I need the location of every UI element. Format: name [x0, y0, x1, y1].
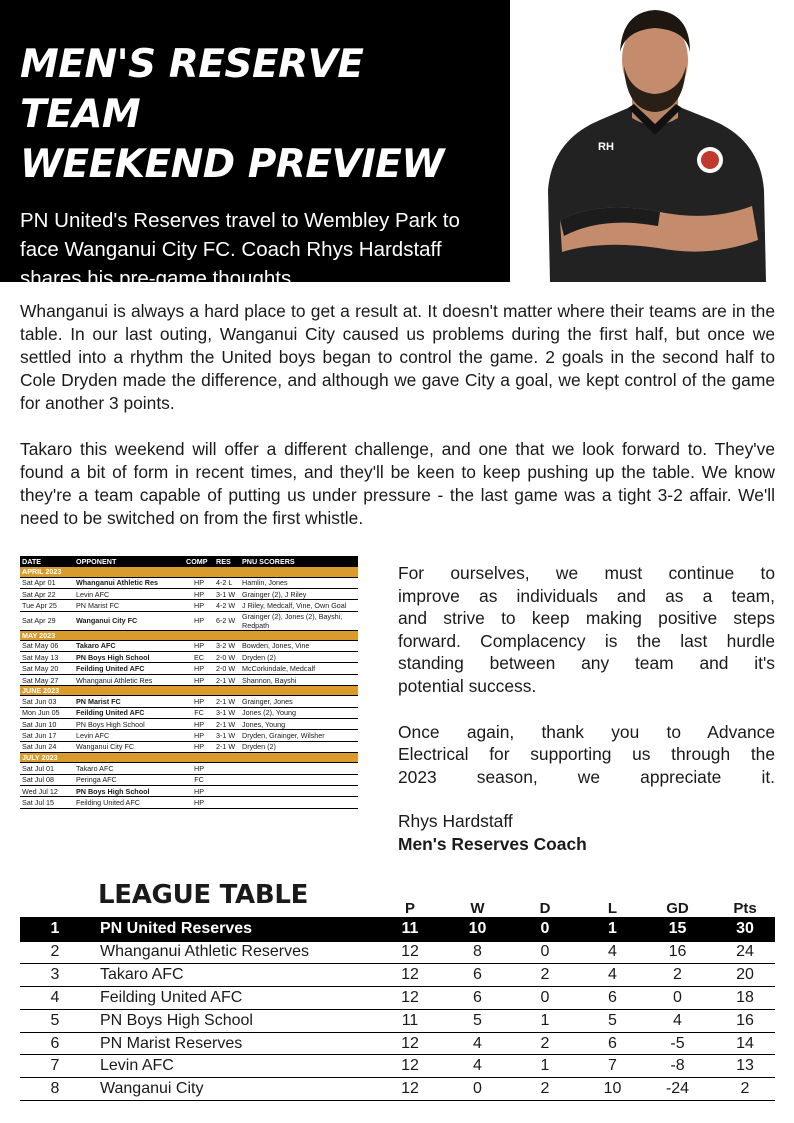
fixture-opponent: Takaro AFC [74, 640, 184, 651]
league-w: 6 [450, 987, 505, 1010]
league-d: 0 [505, 917, 585, 941]
league-pos: 1 [20, 917, 90, 941]
league-table-title: LEAGUE TABLE [98, 880, 309, 910]
league-l: 7 [585, 1055, 640, 1078]
fixture-scorers: Grainger (2), J Riley [240, 588, 358, 599]
fixture-scorers: Shannon, Bayshi [240, 674, 358, 685]
league-gd: 2 [640, 964, 715, 987]
intro-paragraph-2: Takaro this weekend will offer a different challenge, and one that we look forward to. They've found a bit of form in recent times, and they'll be keen to keep pushing up the table. We know they're a team capable of putting us under pressure - the last game was a tight 3-2 affair. We'll need to be switched on from the first whistle. [20, 439, 775, 528]
closing-text [398, 562, 775, 856]
league-team: Takaro AFC [90, 964, 370, 987]
fixture-comp: HP [184, 797, 214, 808]
month-label: APRIL 2023 [20, 567, 358, 577]
fixture-row [20, 640, 358, 651]
league-row [20, 917, 775, 941]
month-label: JUNE 2023 [20, 686, 358, 696]
fixture-opponent: PN Marist FC [74, 600, 184, 611]
league-pts: 30 [715, 917, 775, 941]
fixture-comp: HP [184, 663, 214, 674]
fixture-opponent: PN Boys High School [74, 652, 184, 663]
league-gd: -24 [640, 1078, 715, 1101]
fixture-row [20, 741, 358, 752]
league-w: 0 [450, 1078, 505, 1101]
fixture-date: Sat Apr 22 [20, 588, 74, 599]
league-p: 11 [370, 1009, 450, 1032]
fixture-row [20, 785, 358, 796]
title-line-2: WEEKEND PREVIEW [20, 142, 444, 187]
fixture-result: 3-1 W [214, 707, 240, 718]
fixture-comp: HP [184, 588, 214, 599]
fixture-row [20, 674, 358, 685]
closing-line: forward. Complacency is the last hurdle [398, 630, 775, 651]
league-gd: 4 [640, 1009, 715, 1032]
league-w: 6 [450, 964, 505, 987]
fixtures-month-row [20, 630, 358, 640]
closing-line: potential success. [398, 675, 537, 696]
intro-paragraph-1: Whanganui is always a hard place to get a result at. It doesn't matter where their teams are in the table. In our last outing, Wanganui City caused us problems during the first half, but once we settled into a rhythm the United boys began to control the game. 2 goals in the second half to Cole Dryden made the difference, and although we gave City a goal, we kept control of the game for another 3 points. [20, 301, 775, 413]
month-label: MAY 2023 [20, 630, 358, 640]
fixture-comp: HP [184, 763, 214, 774]
fixture-result: 2-1 W [214, 741, 240, 752]
fixture-scorers: Hamlin, Jones [240, 577, 358, 588]
league-l: 10 [585, 1078, 640, 1101]
thanks-line: Once again, thank you to Advance [398, 721, 775, 742]
fixture-result [214, 763, 240, 774]
league-pos: 8 [20, 1078, 90, 1101]
fixture-scorers: J Riley, Medcalf, Vine, Own Goal [240, 600, 358, 611]
fixture-opponent: Peringa AFC [74, 774, 184, 785]
fixture-row [20, 577, 358, 588]
league-team: Whanganui Athletic Reserves [90, 941, 370, 964]
league-header-row [20, 895, 775, 917]
league-pts: 16 [715, 1009, 775, 1032]
shirt-shape [548, 108, 766, 282]
page-title [20, 40, 490, 190]
fixtures-month-row [20, 753, 358, 763]
header-banner [0, 0, 510, 290]
league-l: 4 [585, 964, 640, 987]
league-d: 0 [505, 941, 585, 964]
fixture-row [20, 797, 358, 808]
fixture-row [20, 719, 358, 730]
fixture-row [20, 730, 358, 741]
league-l: 6 [585, 1032, 640, 1055]
fixture-result: 3-2 W [214, 640, 240, 651]
league-header-p: P [404, 900, 415, 917]
shirt-initials: RH [598, 141, 614, 153]
fixture-scorers: Grainger (2), Jones (2), Bayshi, Redpath [240, 611, 358, 630]
fixture-scorers [240, 763, 358, 774]
fixtures-header-opponent: OPPONENT [74, 556, 184, 567]
league-row [20, 1078, 775, 1101]
fixture-comp: HP [184, 611, 214, 630]
league-header-w: W [470, 900, 485, 917]
fixtures-month-row [20, 567, 358, 577]
fixtures-month-row [20, 686, 358, 696]
league-p: 12 [370, 987, 450, 1010]
fixtures-table [20, 556, 358, 809]
fixture-result [214, 774, 240, 785]
league-pos: 4 [20, 987, 90, 1010]
fixture-scorers [240, 797, 358, 808]
league-team: Levin AFC [90, 1055, 370, 1078]
fixture-opponent: Feilding United AFC [74, 663, 184, 674]
month-label: JULY 2023 [20, 753, 358, 763]
fixture-comp: HP [184, 640, 214, 651]
fixtures-header-comp: COMP [184, 556, 214, 567]
fixture-result [214, 797, 240, 808]
fixture-scorers [240, 774, 358, 785]
fixture-opponent: Levin AFC [74, 730, 184, 741]
fixture-row [20, 600, 358, 611]
club-crest-center-icon [701, 151, 719, 169]
league-header-pts: Pts [733, 900, 757, 917]
league-pts: 20 [715, 964, 775, 987]
league-p: 11 [370, 917, 450, 941]
fixture-scorers: Bowden, Jones, Vine [240, 640, 358, 651]
fixture-comp: HP [184, 730, 214, 741]
league-row [20, 1009, 775, 1032]
fixture-comp: HP [184, 600, 214, 611]
thanks-line: 2023 season, we appreciate it. [398, 766, 775, 787]
league-row [20, 1032, 775, 1055]
fixture-result: 2-1 W [214, 696, 240, 707]
thanks-line: Electrical for supporting us through the [398, 744, 775, 765]
league-d: 2 [505, 1032, 585, 1055]
league-p: 12 [370, 964, 450, 987]
fixture-date: Sat May 20 [20, 663, 74, 674]
fixture-comp: HP [184, 577, 214, 588]
fixture-opponent: Takaro AFC [74, 763, 184, 774]
fixture-result: 4-2 L [214, 577, 240, 588]
league-pts: 24 [715, 941, 775, 964]
fixture-row [20, 588, 358, 599]
league-team: Wanganui City [90, 1078, 370, 1101]
intro-text [20, 300, 775, 530]
league-team: PN United Reserves [90, 917, 370, 941]
league-pts: 14 [715, 1032, 775, 1055]
fixture-date: Sat May 13 [20, 652, 74, 663]
league-row [20, 941, 775, 964]
fixture-row [20, 652, 358, 663]
fixture-scorers: McCorkindale, Medcalf [240, 663, 358, 674]
fixture-result: 2-1 W [214, 674, 240, 685]
league-p: 12 [370, 1032, 450, 1055]
fixture-result [214, 785, 240, 796]
league-p: 12 [370, 1055, 450, 1078]
fixture-result: 6-2 W [214, 611, 240, 630]
league-header-l: L [607, 900, 618, 917]
fixture-row [20, 707, 358, 718]
league-pts: 2 [715, 1078, 775, 1101]
fixture-opponent: PN Boys High School [74, 785, 184, 796]
fixture-result: 2-0 W [214, 663, 240, 674]
league-gd: -5 [640, 1032, 715, 1055]
fixtures-header-scorers: PNU SCORERS [240, 556, 358, 567]
league-pos: 3 [20, 964, 90, 987]
closing-line: and strive to keep making positive steps [398, 608, 775, 629]
league-l: 4 [585, 941, 640, 964]
league-gd: 0 [640, 987, 715, 1010]
league-d: 1 [505, 1009, 585, 1032]
fixture-comp: FC [184, 774, 214, 785]
fixture-scorers: Jones, Young [240, 719, 358, 730]
fixture-date: Sat Jul 01 [20, 763, 74, 774]
fixture-opponent: Whanganui Athletic Res [74, 674, 184, 685]
fixture-date: Mon Jun 05 [20, 707, 74, 718]
coach-photo [540, 0, 770, 282]
fixture-date: Sat Jun 10 [20, 719, 74, 730]
league-pos: 6 [20, 1032, 90, 1055]
title-line-1: MEN'S RESERVE TEAM [20, 42, 364, 137]
league-pos: 2 [20, 941, 90, 964]
fixture-date: Sat May 06 [20, 640, 74, 651]
league-w: 8 [450, 941, 505, 964]
fixture-comp: HP [184, 785, 214, 796]
league-w: 4 [450, 1032, 505, 1055]
league-row [20, 1055, 775, 1078]
fixture-date: Sat Apr 01 [20, 577, 74, 588]
league-w: 5 [450, 1009, 505, 1032]
league-header-d: D [539, 900, 551, 917]
league-team: PN Boys High School [90, 1009, 370, 1032]
league-team: PN Marist Reserves [90, 1032, 370, 1055]
league-gd: 16 [640, 941, 715, 964]
closing-line: improve as individuals and as a team, [398, 585, 775, 606]
league-table [20, 895, 775, 1101]
fixture-scorers: Dryden (2) [240, 741, 358, 752]
signature-role: Men's Reserves Coach [398, 833, 587, 854]
league-w: 4 [450, 1055, 505, 1078]
league-pos: 7 [20, 1055, 90, 1078]
closing-line: standing between any team and it's [398, 653, 775, 674]
fixture-date: Sat Jun 17 [20, 730, 74, 741]
fixture-date: Sat Jul 15 [20, 797, 74, 808]
fixture-comp: FC [184, 707, 214, 718]
fixture-scorers: Grainger, Jones [240, 696, 358, 707]
fixture-row [20, 763, 358, 774]
fixture-opponent: PN Marist FC [74, 696, 184, 707]
fixture-result: 3-1 W [214, 730, 240, 741]
league-l: 6 [585, 987, 640, 1010]
fixture-date: Sat Jul 08 [20, 774, 74, 785]
fixture-date: Sat Apr 29 [20, 611, 74, 630]
league-row [20, 987, 775, 1010]
fixture-result: 2-1 W [214, 719, 240, 730]
fixture-date: Tue Apr 25 [20, 600, 74, 611]
league-d: 2 [505, 1078, 585, 1101]
league-pts: 13 [715, 1055, 775, 1078]
league-l: 1 [585, 917, 640, 941]
fixture-comp: HP [184, 741, 214, 752]
fixture-opponent: Whanganui Athletic Res [74, 577, 184, 588]
league-p: 12 [370, 941, 450, 964]
league-team: Feilding United AFC [90, 987, 370, 1010]
fixture-date: Sat May 27 [20, 674, 74, 685]
fixture-row [20, 696, 358, 707]
fixture-result: 2-0 W [214, 652, 240, 663]
fixture-date: Wed Jul 12 [20, 785, 74, 796]
league-gd: -8 [640, 1055, 715, 1078]
league-row [20, 964, 775, 987]
fixture-opponent: Feilding United AFC [74, 707, 184, 718]
fixture-scorers: Jones (2), Young [240, 707, 358, 718]
fixture-result: 3-1 W [214, 588, 240, 599]
fixture-comp: HP [184, 674, 214, 685]
fixture-scorers: Dryden (2) [240, 652, 358, 663]
league-w: 10 [450, 917, 505, 941]
league-gd: 15 [640, 917, 715, 941]
league-d: 1 [505, 1055, 585, 1078]
closing-line: For ourselves, we must continue to [398, 563, 775, 583]
league-d: 0 [505, 987, 585, 1010]
fixture-row [20, 663, 358, 674]
fixtures-header-res: RES [214, 556, 240, 567]
league-l: 5 [585, 1009, 640, 1032]
subtitle: PN United's Reserves travel to Wembley Park to face Wanganui City FC. Coach Rhys Hardstaff shares his pre-game thoughts. [20, 209, 460, 290]
fixture-comp: HP [184, 719, 214, 730]
fixture-opponent: Levin AFC [74, 588, 184, 599]
league-p: 12 [370, 1078, 450, 1101]
fixture-date: Sat Jun 03 [20, 696, 74, 707]
fixtures-header-date: DATE [20, 556, 74, 567]
fixture-comp: EC [184, 652, 214, 663]
fixture-opponent: PN Boys High School [74, 719, 184, 730]
fixture-comp: HP [184, 696, 214, 707]
fixture-date: Sat Jun 24 [20, 741, 74, 752]
fixture-scorers: Dryden, Grainger, Wilsher [240, 730, 358, 741]
fixture-row [20, 611, 358, 630]
fixture-row [20, 774, 358, 785]
fixtures-header-row [20, 556, 358, 567]
fixture-opponent: Feilding United AFC [74, 797, 184, 808]
league-d: 2 [505, 964, 585, 987]
league-pos: 5 [20, 1009, 90, 1032]
fixture-scorers [240, 785, 358, 796]
fixture-opponent: Wanganui City FC [74, 611, 184, 630]
fixture-result: 4-2 W [214, 600, 240, 611]
league-header-gd: GD [666, 900, 689, 917]
league-pts: 18 [715, 987, 775, 1010]
fixture-opponent: Wanganui City FC [74, 741, 184, 752]
signature-name: Rhys Hardstaff [398, 811, 513, 832]
